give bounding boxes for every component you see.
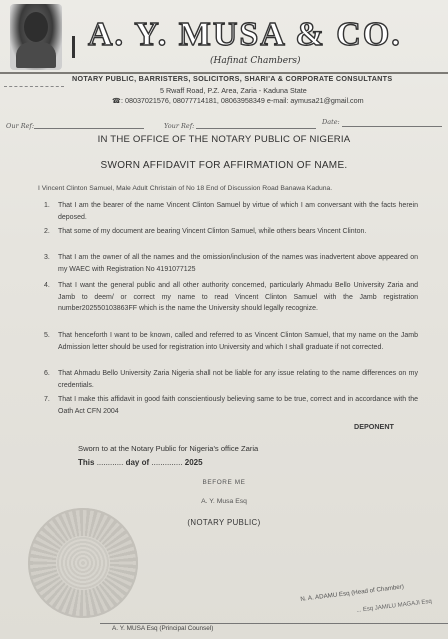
clause-5: [44, 330, 418, 353]
clause-text: That I want the general public and all other authority concerned, particularly Ahmadu Bello University Zaria and Jamb to deem/ or correct my name to read Vincent Clinton Samuel with the Jamb registration number202550103863FF which is the name the University should legally recognize.: [58, 282, 418, 313]
clause-4: [44, 280, 418, 315]
clause-text: That I am the owner of all the names and the omission/inclusion of the names was inadvertent above appeared on my WAEC with Registration No 4191077125: [58, 254, 418, 273]
date-label: Date:: [322, 118, 340, 126]
clause-number: 7.: [44, 396, 50, 403]
clause-text: That some of my document are bearing Vincent Clinton Samuel, while others bears Vincent Clinton.: [58, 228, 367, 235]
clause-1: [44, 200, 418, 223]
email-address: e-mail: aymusa21@gmail.com: [266, 96, 364, 105]
office-heading: IN THE OFFICE OF THE NOTARY PUBLIC OF NIGERIA: [97, 134, 351, 145]
firm-description: NOTARY PUBLIC, BARRISTERS, SOLICITORS, SHARI'A & CORPORATE CONSULTANTS: [72, 74, 393, 83]
clause-number: 2.: [44, 228, 50, 235]
header-dash-line: [4, 86, 64, 87]
firm-address: 5 Rwaff Road, P.Z. Area, Zaria - Kaduna State: [160, 86, 307, 95]
your-ref-label: Your Ref:: [164, 122, 195, 130]
notary-seal: [28, 508, 138, 618]
deponent-label: DEPONENT: [354, 422, 394, 431]
clause-number: 5.: [44, 332, 50, 339]
clause-text: That I make this affidavit in good faith conscientiously believing same to be true, correct and in accordance with the Oath Act CFN 2004: [58, 396, 418, 415]
before-me-label: BEFORE ME: [202, 479, 246, 486]
portrait-photo: [10, 4, 62, 70]
day-of-label: day of: [125, 458, 150, 467]
clause-number: 6.: [44, 370, 50, 377]
your-ref-underline: [196, 128, 316, 129]
affidavit-title: SWORN AFFIDAVIT FOR AFFIRMATION OF NAME.: [100, 160, 348, 171]
portrait-face: [24, 12, 48, 42]
month-blank: ..............: [151, 458, 183, 467]
header-separator: [72, 36, 75, 58]
footer-principal: A. Y. MUSA Esq (Principal Counsel): [112, 625, 214, 632]
day-blank: ............: [96, 458, 124, 467]
sworn-date-line: [78, 458, 203, 467]
deponent-intro: I Vincent Clinton Samuel, Male Adult Christain of No 18 End of Discussion Road Banawa Kaduna.: [38, 185, 333, 192]
this-label: This: [78, 458, 95, 467]
chambers-name: (Hafinat Chambers): [210, 56, 301, 66]
clause-text: That I am the bearer of the name Vincent Clinton Samuel by virtue of which I am conversant with the facts herein deposed.: [58, 202, 418, 221]
clause-number: 1.: [44, 202, 50, 209]
notary-signatory: A. Y. Musa Esq: [201, 498, 247, 505]
footer-rule: [100, 623, 448, 624]
firm-contact: [112, 96, 364, 105]
clause-text: That henceforth I want to be known, called and referred to as Vincent Clinton Samuel, that my name on the Jamb Admission letter should be used for registration into University and which I shall graduate if not corrected.: [58, 332, 418, 351]
clause-7: [44, 394, 418, 417]
reference-line: [0, 118, 448, 132]
clause-2: [44, 226, 418, 238]
sworn-statement: Sworn to at the Notary Public for Nigeria's office Zaria: [78, 444, 259, 453]
clause-3: [44, 252, 418, 275]
notary-public-label: (NOTARY PUBLIC): [187, 518, 261, 527]
phone-numbers: ☎: 08037021576, 08077714181, 08063958349: [112, 96, 265, 105]
date-underline: [342, 126, 442, 127]
portrait-body: [16, 42, 56, 68]
clause-text: That Ahmadu Bello University Zaria Nigeria shall not be liable for any issue relating to the name differences on my credentials.: [58, 370, 418, 389]
clause-6: [44, 368, 418, 391]
chamber-stamp: N. A. ADAMU Esq (Head of Chamber): [300, 583, 405, 603]
our-ref-underline: [34, 128, 144, 129]
clause-number: 3.: [44, 254, 50, 261]
firm-name: A. Y. MUSA & CO.: [88, 16, 402, 53]
chamber-stamp-names: ... Esq JAMILU MAGAJI Esq: [356, 598, 433, 614]
sworn-year: 2025: [184, 458, 203, 467]
clause-number: 4.: [44, 282, 50, 289]
our-ref-label: Our Ref:: [6, 122, 35, 130]
